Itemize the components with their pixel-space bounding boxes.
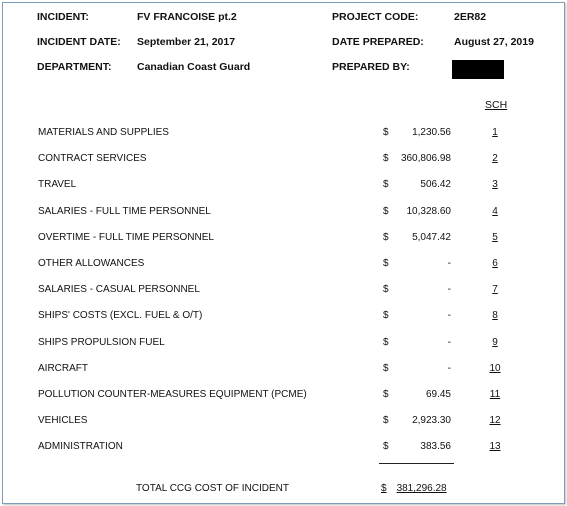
sch-column-header: SCH (485, 99, 508, 111)
redacted-name-block (452, 60, 504, 79)
cost-row-amount: 10,328.60 (406, 205, 451, 217)
cost-row-label: OVERTIME - FULL TIME PERSONNEL (38, 231, 214, 243)
total-amount (381, 483, 447, 494)
cost-summary-document (2, 2, 565, 504)
cost-row (3, 310, 564, 326)
incident-label: INCIDENT: (37, 11, 89, 23)
total-value: 381,296.28 (396, 483, 447, 494)
date-prepared-value: August 27, 2019 (454, 36, 534, 48)
cost-row (3, 179, 564, 195)
cost-row (3, 284, 564, 300)
cost-row-schedule-link: 3 (492, 179, 498, 191)
cost-row-amount: 360,806.98 (400, 153, 451, 165)
cost-row-schedule-link: 4 (492, 205, 498, 217)
cost-row-currency: $ (383, 336, 389, 348)
cost-row (3, 389, 564, 405)
cost-row-schedule-link: 6 (492, 258, 498, 269)
cost-row (3, 441, 564, 457)
cost-row-currency: $ (383, 415, 389, 427)
cost-row-currency: $ (383, 179, 389, 191)
cost-row-schedule-link: 9 (492, 336, 498, 348)
cost-row-label: SHIPS PROPULSION FUEL (38, 336, 165, 348)
cost-row-amount: - (447, 310, 451, 322)
cost-row-currency: $ (383, 284, 389, 296)
total-currency: $ (381, 483, 387, 494)
cost-row (3, 415, 564, 431)
cost-row-amount: 2,923.30 (412, 415, 451, 427)
cost-row-amount: - (447, 284, 451, 296)
cost-row-amount: 506.42 (420, 179, 451, 191)
cost-row-schedule-link: 13 (489, 441, 501, 453)
cost-row (3, 153, 564, 169)
cost-row-label: MATERIALS AND SUPPLIES (38, 127, 169, 138)
cost-row-currency: $ (383, 389, 389, 400)
cost-row-label: VEHICLES (38, 415, 88, 427)
cost-row (3, 258, 564, 274)
cost-row-label: AIRCRAFT (38, 362, 88, 374)
cost-row-label: TRAVEL (38, 179, 77, 191)
cost-row-label: SALARIES - CASUAL PERSONNEL (38, 284, 200, 296)
cost-row-label: SHIPS' COSTS (EXCL. FUEL & O/T) (38, 310, 203, 322)
cost-row-currency: $ (383, 441, 389, 453)
cost-row (3, 206, 564, 222)
cost-row-schedule-link: 7 (492, 284, 498, 296)
cost-row-currency: $ (383, 258, 389, 269)
cost-row-schedule-link: 12 (489, 415, 501, 427)
cost-row-label: POLLUTION COUNTER-MEASURES EQUIPMENT (PCME) (38, 389, 307, 400)
project-code-value: 2ER82 (454, 11, 487, 23)
cost-row (3, 127, 564, 143)
cost-row (3, 232, 564, 248)
cost-row (3, 363, 564, 379)
cost-row-amount: - (447, 336, 451, 348)
incident-value: FV FRANCOISE pt.2 (137, 11, 237, 23)
cost-row-label: ADMINISTRATION (38, 441, 123, 453)
cost-row-amount: 69.45 (425, 389, 451, 400)
project-code-label: PROJECT CODE: (332, 11, 419, 23)
cost-row-currency: $ (383, 205, 389, 217)
total-rule (379, 463, 454, 464)
cost-row-schedule-link: 5 (492, 231, 498, 243)
incident-date-label: INCIDENT DATE: (37, 36, 121, 48)
date-prepared-label: DATE PREPARED: (332, 36, 424, 48)
department-label: DEPARTMENT: (37, 61, 112, 73)
cost-row (3, 337, 564, 353)
cost-row-amount: 1,230.56 (412, 127, 451, 138)
cost-row-label: CONTRACT SERVICES (38, 153, 147, 165)
cost-row-amount: 383.56 (420, 441, 451, 453)
cost-row-schedule-link: 1 (492, 127, 498, 138)
cost-row-schedule-link: 8 (492, 310, 498, 322)
department-value: Canadian Coast Guard (137, 61, 251, 73)
cost-row-currency: $ (383, 127, 389, 138)
cost-row-amount: - (447, 258, 451, 269)
cost-row-currency: $ (383, 362, 389, 374)
cost-row-schedule-link: 10 (489, 362, 501, 374)
cost-row-schedule-link: 11 (489, 389, 501, 400)
cost-row-amount: - (447, 362, 451, 374)
prepared-by-label: PREPARED BY: (332, 61, 410, 73)
cost-row-label: OTHER ALLOWANCES (38, 258, 145, 269)
incident-date-value: September 21, 2017 (137, 36, 236, 48)
cost-row-schedule-link: 2 (492, 153, 498, 165)
cost-row-currency: $ (383, 231, 389, 243)
cost-row-amount: 5,047.42 (412, 231, 451, 243)
cost-row-label: SALARIES - FULL TIME PERSONNEL (38, 205, 211, 217)
cost-row-currency: $ (383, 153, 389, 165)
cost-row-currency: $ (383, 310, 389, 322)
total-label: TOTAL CCG COST OF INCIDENT (136, 483, 289, 494)
